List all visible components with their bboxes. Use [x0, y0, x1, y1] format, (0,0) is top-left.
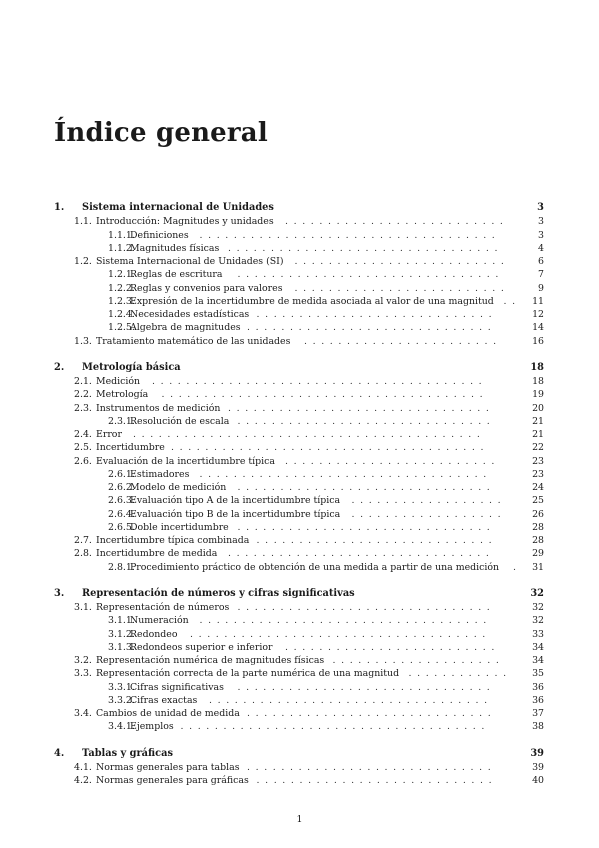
dot-leader: . . . . . . . . . . . . . . . . . . . .: [332, 655, 505, 666]
toc-entry-number: 2.1.: [74, 376, 92, 387]
toc-entry-number: 1.: [54, 202, 65, 213]
toc-entry-title: Evaluación tipo A de la incertidumbre típica: [130, 495, 341, 507]
dot-leader: . . . . . . . . . . . . . . . . . . . . . . . . . . . .: [256, 535, 498, 546]
toc-section[interactable]: [0, 761, 599, 774]
toc-entry-title: Introducción: Magnitudes y unidades: [96, 216, 274, 228]
toc-entry-title: Normas generales para gráficas: [96, 775, 249, 786]
toc-entry-title: Instrumentos de medición: [96, 402, 221, 414]
toc-entry-title: Incertidumbre de medida: [96, 548, 218, 560]
dot-leader: . . . . . . . . . . . . . . . . . . . . . . . . . . . . . . . . . . . . . . .: [152, 376, 488, 387]
toc-entry-number: 1.2.5.: [108, 322, 135, 334]
toc-entry-title: Numeración: [130, 615, 189, 627]
dot-leader: . . . . . . . . . . . . . . . . . . . . . . . . .: [285, 641, 500, 653]
toc-entry-page: 4: [538, 242, 544, 254]
toc-entry-title: Error: [96, 429, 122, 440]
toc-subsection[interactable]: [0, 508, 599, 521]
dot-leader: . . . . . . . . . . . . . . . . . . . . . . . . . .: [285, 216, 509, 228]
toc-entry-page: 20: [532, 402, 544, 414]
toc-entry-title: Representación numérica de magnitudes físicas: [96, 655, 325, 666]
toc-entry-page: 21: [532, 429, 544, 440]
toc-entry-number: 2.6.4.: [108, 508, 135, 520]
toc-entry-title: Incertidumbre: [96, 442, 165, 454]
dot-leader: . . . . . . . . . . . .: [408, 668, 512, 680]
toc-entry-number: 3.: [54, 587, 65, 599]
toc-entry-page: 29: [532, 548, 544, 560]
toc-entry-number: 3.3.: [74, 668, 92, 680]
toc-entry-title: Estimadores: [130, 468, 190, 480]
toc-entry-number: 3.2.: [74, 655, 92, 666]
toc-subsection[interactable]: [0, 694, 599, 707]
toc-entry-title: Doble incertidumbre: [130, 521, 229, 533]
dot-leader: . . . . . . . . . . . . . . . . . . . . . . . . . . . . .: [247, 322, 497, 334]
toc-entry-page: 21: [532, 415, 544, 427]
toc-entry-title: Representación correcta de la parte numérica de una magnitud: [96, 668, 400, 680]
toc-subsection[interactable]: [0, 720, 599, 733]
toc-subsection[interactable]: [0, 295, 599, 308]
dot-leader: . . . . . . . . . . . . . . . . . . . . . . . . . . . . . . . . . .: [199, 615, 492, 627]
toc-entry-page: 28: [532, 535, 544, 546]
toc-entry-page: 34: [532, 655, 544, 666]
toc-entry-title: Evaluación de la incertidumbre típica: [96, 455, 275, 467]
toc-entry-page: 11: [532, 295, 544, 307]
dot-leader: . . . . . . . . . . . . . . . . . . . . . . . . . . . . . . . . . . . .: [180, 721, 490, 733]
toc-entry-page: 32: [532, 602, 544, 613]
toc-entry-page: 23: [532, 468, 544, 480]
toc-entry-title: Cifras exactas: [130, 694, 198, 706]
dot-leader: . . . . . . . . . . . . . . . . . . . . . . . . . . . . . . .: [228, 402, 495, 414]
dot-leader: . . . . . . . . . . . . . . . . . . . . . . . . . . . . . . . . . .: [199, 468, 492, 480]
toc-subsection[interactable]: [0, 242, 599, 255]
dot-leader: .: [513, 561, 522, 573]
toc-entry-number: 2.6.3.: [108, 495, 135, 507]
toc-entry-title: Definiciones: [130, 229, 189, 241]
toc-entry-number: 2.: [54, 361, 65, 373]
toc-entry-title: Cambios de unidad de medida: [96, 708, 240, 719]
toc-entry-title: Metrología: [96, 389, 149, 401]
toc-entry-title: Tablas y gráficas: [82, 747, 173, 759]
dot-leader: . . . . . . . . . . . . . . . . . . . . . . . . . . . . . .: [237, 521, 496, 533]
toc-chapter[interactable]: [0, 747, 599, 760]
toc-section[interactable]: [0, 774, 599, 787]
toc-entry-number: 1.2.1.: [108, 269, 135, 281]
toc-entry-number: 3.3.2.: [108, 694, 135, 706]
toc-entry-title: Necesidades estadísticas: [130, 309, 250, 320]
toc-entry-title: Representación de números y cifras significativas: [82, 587, 355, 599]
toc-entry-page: 38: [532, 721, 544, 733]
toc-entry-title: Ejemplos: [130, 721, 174, 733]
dot-leader: . . . . . . . . . . . . . . . . . . . . . . . . . . . .: [256, 309, 498, 320]
toc-entry-title: Evaluación tipo B de la incertidumbre típica: [130, 508, 341, 520]
toc-section[interactable]: [0, 255, 599, 268]
toc-entry-page: 3: [537, 202, 544, 213]
toc-chapter[interactable]: [0, 201, 599, 214]
dot-leader: . . . . . . . . . . . . . . . . . . . . . . . . . . . .: [256, 775, 498, 786]
toc-entry-number: 4.1.: [74, 761, 92, 773]
toc-entry-number: 2.5.: [74, 442, 92, 454]
dot-leader: . . . . . . . . . . . . . . . . . . . . . . . . .: [294, 282, 510, 294]
toc-entry-number: 2.4.: [74, 429, 92, 440]
toc-entry-number: 1.3.: [74, 335, 92, 347]
toc-entry-page: 18: [532, 376, 544, 387]
toc-entry-page: 3: [538, 229, 544, 241]
dot-leader: . . . . . . . . . . . . . . . . . . . . . . . . . . . . . . . . . . . . .: [171, 442, 490, 454]
toc-entry-number: 3.1.: [74, 602, 92, 613]
toc-entry-page: 23: [532, 455, 544, 467]
dot-leader: . . . . . . . . . . . . . . . . . . . . . . . . . . . . . .: [237, 602, 496, 613]
toc-section[interactable]: [0, 335, 599, 348]
dot-leader: . . . . . . . . . . . . . . . . . . . . . . . . .: [294, 256, 510, 267]
toc-entry-title: Reglas de escritura: [130, 269, 223, 281]
toc-entry-number: 1.1.1.: [108, 229, 135, 241]
toc-entry-number: 3.4.1.: [108, 721, 135, 733]
toc-entry-page: 25: [532, 495, 544, 507]
dot-leader: . . . . . . . . . . . . . . . . . . . . . . . . . . . . . . . . . . .: [190, 628, 491, 640]
toc-entry-page: 37: [532, 708, 544, 719]
toc-entry-title: Medición: [96, 376, 141, 387]
toc-entry-page: 39: [530, 747, 544, 759]
toc-entry-number: 1.2.4.: [108, 309, 135, 320]
toc-entry-number: 2.8.: [74, 548, 92, 560]
toc-entry-title: Magnitudes físicas: [130, 242, 220, 254]
toc-entry-page: 14: [532, 322, 544, 334]
toc-entry-number: 1.2.2.: [108, 282, 135, 294]
dot-leader: . . . . . . . . . . . . . . . . . .: [351, 508, 507, 520]
toc-section[interactable]: [0, 215, 599, 228]
toc-subsection[interactable]: [0, 481, 599, 494]
toc-subsection[interactable]: [0, 681, 599, 694]
dot-leader: . . . . . . . . . . . . . . . . . . . . . . . . .: [285, 455, 500, 467]
toc-section[interactable]: [0, 428, 599, 441]
toc-section[interactable]: [0, 654, 599, 667]
toc-entry-title: Sistema Internacional de Unidades (SI): [96, 256, 284, 267]
toc-entry-number: 3.3.1.: [108, 681, 135, 693]
toc-entry-page: 35: [532, 668, 544, 680]
toc-entry-title: Redondeo: [130, 628, 178, 640]
toc-entry-title: Procedimiento práctico de obtención de una medida a partir de una medición: [130, 561, 500, 573]
toc-subsection[interactable]: [0, 229, 599, 242]
toc-entry-title: Modelo de medición: [130, 482, 227, 493]
toc-entry-number: 3.4.: [74, 708, 92, 719]
toc-entry-title: Representación de números: [96, 602, 230, 613]
toc-section[interactable]: [0, 388, 599, 401]
dot-leader: . . . . . . . . . . . . . . . . . . . . . . . . . . . . . . . . . . . . . . . . .: [133, 429, 486, 440]
toc-entry-number: 1.2.3.: [108, 295, 135, 307]
toc-entry-page: 6: [538, 256, 544, 267]
toc-entry-page: 31: [532, 561, 544, 573]
toc-subsection[interactable]: [0, 321, 599, 334]
toc-entry-number: 2.6.2.: [108, 482, 135, 493]
toc-section[interactable]: [0, 547, 599, 560]
toc-chapter[interactable]: [0, 587, 599, 600]
dot-leader: . . . . . . . . . . . . . . . . . . . . . . . . . . . . . .: [237, 415, 496, 427]
toc-entry-number: 2.6.5.: [108, 521, 135, 533]
toc-entry-page: 39: [532, 761, 544, 773]
toc-entry-page: 18: [530, 361, 544, 373]
toc-entry-number: 2.8.1.: [108, 561, 135, 573]
toc-entry-title: Normas generales para tablas: [96, 761, 240, 773]
dot-leader: . .: [503, 295, 521, 307]
toc-entry-title: Reglas y convenios para valores: [130, 282, 283, 294]
toc-entry-number: 3.1.2.: [108, 628, 135, 640]
toc-entry-page: 32: [532, 615, 544, 627]
toc-section[interactable]: [0, 534, 599, 547]
toc-subsection[interactable]: [0, 268, 599, 281]
dot-leader: . . . . . . . . . . . . . . . . . . . . . . . . . . . . . . . . . . . . . .: [161, 389, 489, 401]
toc-subsection[interactable]: [0, 308, 599, 321]
toc-section[interactable]: [0, 375, 599, 388]
dot-leader: . . . . . . . . . . . . . . . . . . . . . . . . . . . . . . . .: [228, 242, 504, 254]
toc-section[interactable]: [0, 601, 599, 614]
toc-entry-page: 9: [538, 282, 544, 294]
toc-section[interactable]: [0, 455, 599, 468]
toc-entry-title: Algebra de magnitudes: [130, 322, 241, 334]
toc-entry-number: 1.1.: [74, 216, 92, 228]
toc-chapter[interactable]: [0, 361, 599, 374]
toc-entry-number: 4.: [54, 747, 65, 759]
toc-entry-number: 2.6.: [74, 455, 92, 467]
toc-entry-page: 33: [532, 628, 544, 640]
toc-entry-page: 28: [532, 521, 544, 533]
toc-section[interactable]: [0, 707, 599, 720]
dot-leader: . . . . . . . . . . . . . . . . . . . . . . . . . . . . . .: [237, 482, 496, 493]
page-title: Índice general: [54, 118, 268, 148]
toc-entry-title: Tratamiento matemático de las unidades: [96, 335, 291, 347]
toc-subsection[interactable]: [0, 561, 599, 574]
toc-section[interactable]: [0, 667, 599, 680]
toc-section[interactable]: [0, 402, 599, 415]
toc-entry-number: 3.1.1.: [108, 615, 135, 627]
toc-entry-page: 40: [532, 775, 544, 786]
toc-subsection[interactable]: [0, 468, 599, 481]
toc-entry-number: 1.1.2.: [108, 242, 135, 254]
toc-entry-page: 12: [532, 309, 544, 320]
toc-subsection[interactable]: [0, 282, 599, 295]
toc-subsection[interactable]: [0, 614, 599, 627]
toc-entry-number: 2.2.: [74, 389, 92, 401]
toc-entry-page: 36: [532, 681, 544, 693]
toc-entry-title: Expresión de la incertidumbre de medida asociada al valor de una magnitud: [130, 295, 494, 307]
page-number: 1: [296, 814, 303, 825]
toc-entry-number: 2.3.1.: [108, 415, 135, 427]
toc-entry-title: Incertidumbre típica combinada: [96, 535, 250, 546]
dot-leader: . . . . . . . . . . . . . . . . . . . . . . . . . . . . . . .: [228, 548, 495, 560]
toc-entry-number: 2.6.1.: [108, 468, 135, 480]
dot-leader: . . . . . . . . . . . . . . . . . .: [351, 495, 507, 507]
toc-entry-title: Resolución de escala: [130, 415, 230, 427]
toc-entry-page: 22: [532, 442, 544, 454]
toc-entry-page: 3: [538, 216, 544, 228]
toc-entry-title: Metrología básica: [82, 361, 181, 373]
toc-entry-page: 7: [538, 269, 544, 281]
dot-leader: . . . . . . . . . . . . . . . . . . . . . . . . . . . . . . . . .: [209, 694, 493, 706]
dot-leader: . . . . . . . . . . . . . . . . . . . . . . . . . . . . . .: [237, 681, 496, 693]
toc-entry-number: 3.1.3.: [108, 641, 135, 653]
toc-entry-page: 34: [532, 641, 544, 653]
dot-leader: . . . . . . . . . . . . . . . . . . . . . . . . . . . . .: [247, 708, 497, 719]
toc-subsection[interactable]: [0, 641, 599, 654]
toc-entry-number: 2.7.: [74, 535, 92, 546]
toc-entry-page: 32: [530, 587, 544, 599]
toc-entry-number: 4.2.: [74, 775, 92, 786]
dot-leader: . . . . . . . . . . . . . . . . . . . . . . . . . . . . . . .: [237, 269, 505, 281]
dot-leader: . . . . . . . . . . . . . . . . . . . . . . . . . . . . . . . . . . .: [199, 229, 501, 241]
toc-entry-title: Cifras significativas: [130, 681, 224, 693]
toc-entry-number: 1.2.: [74, 256, 92, 267]
toc-entry-number: 2.3.: [74, 402, 92, 414]
dot-leader: . . . . . . . . . . . . . . . . . . . . . . .: [304, 335, 502, 347]
dot-leader: . . . . . . . . . . . . . . . . . . . . . . . . . . . . .: [247, 761, 497, 773]
toc-entry-page: 16: [532, 335, 544, 347]
toc-subsection[interactable]: [0, 494, 599, 507]
toc-subsection[interactable]: [0, 521, 599, 534]
toc-subsection[interactable]: [0, 415, 599, 428]
toc-entry-page: 36: [532, 694, 544, 706]
toc-entry-page: 19: [532, 389, 544, 401]
toc-entry-page: 26: [532, 508, 544, 520]
toc-entry-title: Sistema internacional de Unidades: [82, 202, 274, 213]
toc-entry-title: Redondeos superior e inferior: [130, 641, 273, 653]
toc-subsection[interactable]: [0, 628, 599, 641]
toc-section[interactable]: [0, 441, 599, 454]
toc-entry-page: 24: [532, 482, 544, 493]
